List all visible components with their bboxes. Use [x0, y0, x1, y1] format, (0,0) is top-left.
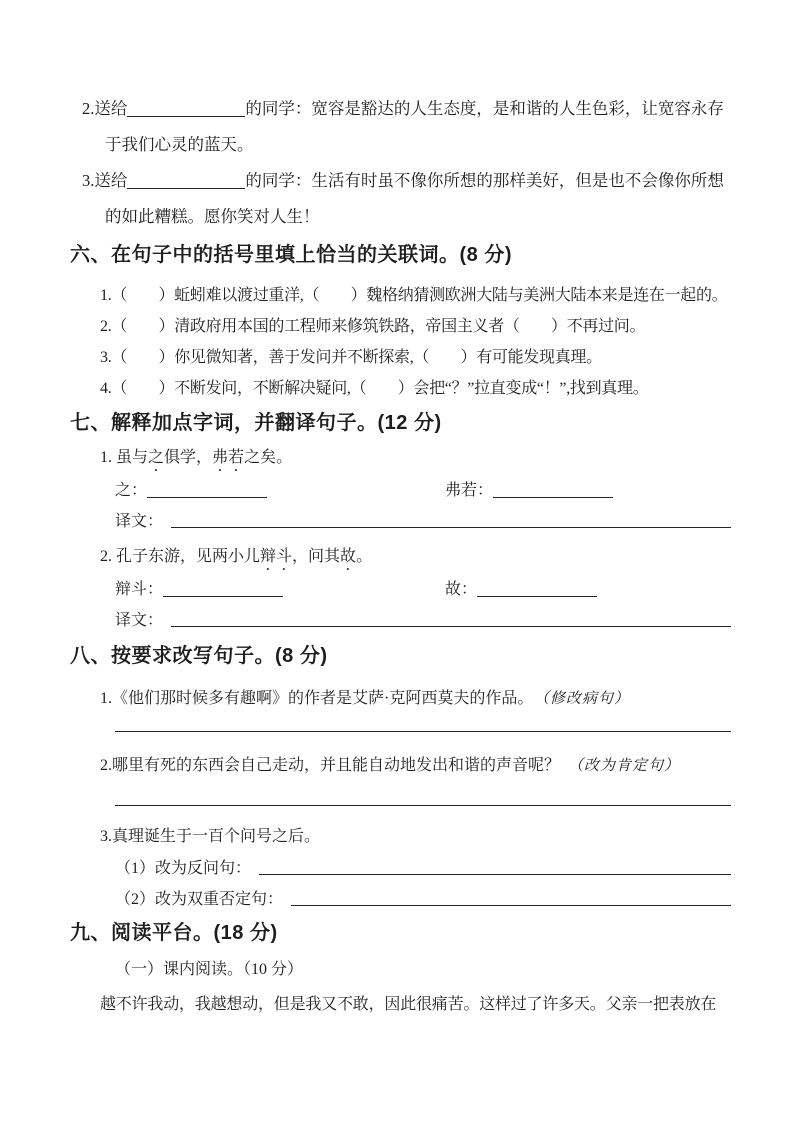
gift-item-2-blank: [127, 102, 245, 117]
s7-i1-part4: 之矣。: [244, 449, 293, 466]
gift-item-3-line1: [82, 170, 737, 191]
s7-i1-blank2-underline: [493, 484, 613, 498]
section8-item3-sub1-row: [115, 858, 737, 880]
s7-i1-blank1-underline: [147, 484, 267, 498]
section7-item2-sentence: [100, 544, 737, 574]
s7-i1-blank2-label: 弗若：: [445, 482, 494, 499]
s7-i1-trans-label: 译文：: [115, 513, 164, 530]
gift-item-3-blank: [127, 174, 245, 189]
section7-item2-translation-row: [115, 610, 737, 632]
s7-i2-blank1-label: 辩斗：: [115, 581, 164, 598]
gift-item-3-suffix: 的同学：生活有时虽不像你所想的那样美好，但是也不会像你所想: [245, 171, 724, 190]
section9-subheading: （一）课内阅读。（10 分）: [115, 961, 304, 978]
s7-i2-part4: 。: [356, 548, 373, 565]
section9-reading-paragraph: 越不许我动，我越想动，但是我又不敢，因此很痛苦。这样过了许多天。父亲一把表放在: [100, 996, 717, 1013]
section6-item-1: 1.（ ）蚯蚓难以渡过重洋,（ ）魏格纳猜测欧洲大陆与美洲大陆本来是连在一起的。: [100, 287, 728, 304]
gift-item-3-line2: 的如此糟糕。愿你笑对人生！: [105, 207, 320, 226]
s8-i1-sentence: 1.《他们那时候多有趣啊》的作者是艾萨·克阿西莫夫的作品。: [100, 690, 534, 707]
s7-i1-trans-underline: [171, 526, 731, 528]
section7-item2-blanks-row: [115, 579, 737, 601]
section6-item-4: 4.（ ）不断发问，不断解决疑问,（ ）会把“？”拉直变成“！”,找到真理。: [100, 380, 649, 397]
s7-i1-part0: 1. 虽与: [100, 449, 149, 466]
s7-i1-part2: 俱学，: [164, 449, 213, 466]
section7-item1-translation-row: [115, 511, 737, 533]
s7-i1-dotted-word-1: 之: [148, 449, 165, 466]
section9-heading: 九、阅读平台。(18 分): [70, 922, 278, 944]
section8-item2-answer-line: [115, 805, 731, 806]
s8-i3-sub1-label: （1）改为反问句：: [115, 860, 252, 877]
section8-item1-text: [100, 688, 737, 710]
s7-i2-part0: 2. 孔子东游，见两小儿: [100, 548, 261, 565]
gift-item-3-prefix: 3.送给: [82, 171, 128, 190]
s7-i2-part2: ，问其: [292, 548, 341, 565]
s7-i1-dotted-word-2: 弗若: [212, 449, 245, 466]
section7-item1-blanks-row: [115, 480, 737, 502]
section7-heading: 七、解释加点字词，并翻译句子。(12 分): [70, 412, 442, 434]
s7-i1-blank1-label: 之：: [115, 482, 148, 499]
section6-item-2: 2.（ ）清政府用本国的工程师来修筑铁路，帝国主义者（ ）不再过问。: [100, 318, 646, 335]
s8-i3-sub2-label: （2）改为双重否定句：: [115, 891, 284, 908]
section8-item2-text: [100, 755, 737, 777]
gift-item-2-line1: [82, 98, 737, 119]
gift-item-2-suffix: 的同学：宽容是豁达的人生态度，是和谐的人生色彩，让宽容永存: [245, 99, 724, 118]
section6-item-3: 3.（ ）你见微知著，善于发问并不断探索,（ ）有可能发现真理。: [100, 349, 602, 366]
s7-i2-dotted-word-1: 辩斗: [260, 548, 293, 565]
s8-i2-sentence: 2.哪里有死的东西会自己走动，并且能自动地发出和谐的声音呢？: [100, 757, 561, 774]
section8-heading: 八、按要求改写句子。(8 分): [70, 645, 328, 667]
section8-item1-answer-line: [115, 731, 731, 732]
s8-i3-sub1-underline: [259, 873, 731, 875]
s7-i2-blank2-label: 故：: [445, 581, 478, 598]
s8-i1-instruction-note: （修改病句）: [541, 691, 630, 707]
s8-i2-instruction-note: （改为肯定句）: [568, 758, 681, 774]
section6-heading: 六、在句子中的括号里填上恰当的关联词。(8 分): [70, 244, 512, 266]
s7-i2-blank1-underline: [163, 583, 283, 597]
s7-i2-blank2-underline: [477, 583, 597, 597]
s7-i2-dotted-word-2: 故: [340, 548, 357, 565]
section8-item3-text: 3.真理诞生于一百个问号之后。: [100, 828, 321, 845]
gift-item-2-line2: 于我们心灵的蓝天。: [105, 135, 254, 154]
section7-item1-sentence: [100, 445, 737, 475]
s7-i2-trans-underline: [171, 625, 731, 627]
gift-item-2-prefix: 2.送给: [82, 99, 128, 118]
s7-i2-trans-label: 译文：: [115, 612, 164, 629]
s8-i3-sub2-underline: [291, 904, 731, 906]
section8-item3-sub2-row: [115, 889, 737, 911]
